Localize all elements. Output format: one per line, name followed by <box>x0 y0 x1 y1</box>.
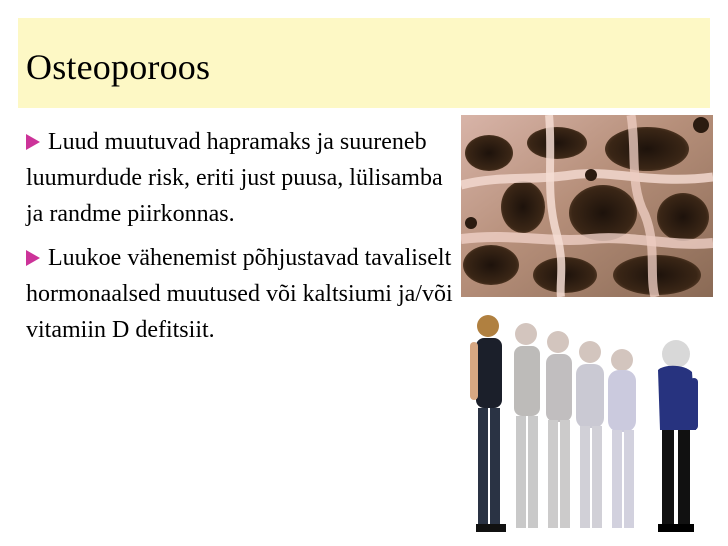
figure-upright <box>470 315 506 532</box>
figure-fade-3 <box>576 341 604 528</box>
bullet-item <box>26 240 454 348</box>
figure-fade-4 <box>608 349 636 528</box>
bullet-list <box>26 124 454 356</box>
bullet-text: Luukoe vähenemist põhjustavad tavaliselt hormonaalsed muutused või kaltsiumi ja/või vitamiin D defitsiit. <box>26 245 453 343</box>
figure-fade-2 <box>546 331 572 528</box>
bullet-text: Luud muutuvad hapramaks ja suureneb luumurdude risk, eriti just puusa, lülisamba ja randme piirkonnas. <box>26 129 443 227</box>
figure-stooped <box>658 340 698 532</box>
bullet-item <box>26 124 454 232</box>
posture-progression-svg <box>466 312 706 538</box>
bone-microstructure-svg <box>461 115 713 297</box>
arrow-bullet-icon <box>26 250 40 266</box>
title-band <box>18 18 710 108</box>
posture-progression-image <box>466 312 706 538</box>
arrow-bullet-icon <box>26 134 40 150</box>
bone-microstructure-image <box>461 115 713 297</box>
slide-title: Osteoporoos <box>26 47 211 87</box>
figure-fade-1 <box>514 323 540 528</box>
